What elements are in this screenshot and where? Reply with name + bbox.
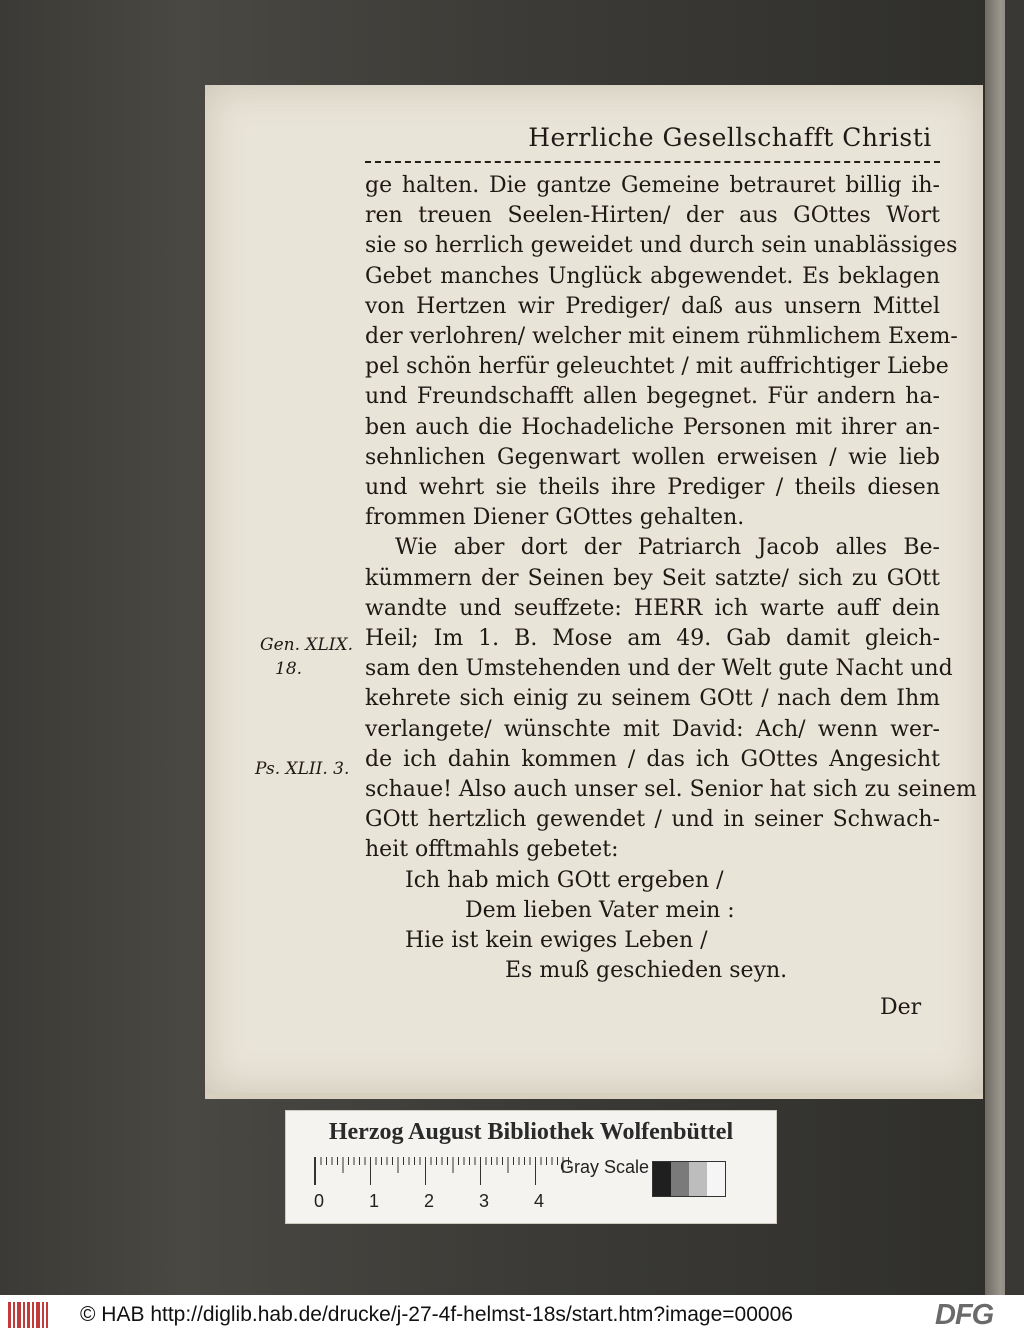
color-reference-card [285,1110,777,1224]
text-line: der verlohren/ welcher mit einem rühmlichem Exem- [365,324,958,350]
scanner-edge [1005,0,1024,1295]
book-page [205,85,983,1093]
text-line: verlangete/ wünschte mit David: Ach/ wenn wer- [365,716,940,742]
text-line: kümmern der Seinen bey Seit satzte/ sich zu GOtt [365,565,940,591]
text-line: ge halten. Die gantze Gemeine betrauret billig ih- [365,173,940,198]
swatch [689,1162,707,1196]
ruler-label: 1 [369,1191,380,1211]
swatch [707,1162,725,1196]
dfg-logo: DFG [935,1299,994,1331]
verse-line: Hie ist kein ewiges Leben / [405,928,708,954]
marginal-reference: Ps. XLII. 3. [255,759,350,779]
page-bottom-edge [205,1093,983,1099]
running-head: Herrliche Gesellschafft Christi [528,123,932,152]
text-line: sie so herrlich geweidet und durch sein unablässiges [365,233,958,259]
gray-scale-label: Gray Scale [560,1157,650,1177]
text-line: Wie aber dort der Patriarch Jacob alles Be- [395,535,940,561]
ruler-ticks [315,1157,577,1185]
text-line: Heil; Im 1. B. Mose am 49. Gab damit gleich- [365,626,940,652]
measurement-ruler [314,1157,577,1185]
text-line: GOtt hertzlich gewendet / und in seiner Schwach- [365,807,940,833]
library-name: Herzog August Bibliothek Wolfenbüttel [328,1119,734,1145]
marginal-reference: 18. [275,659,303,679]
text-line: schaue! Also auch unser sel. Senior hat sich zu seinem [365,777,977,803]
marginal-reference: Gen. XLIX. [260,635,354,655]
text-line: von Hertzen wir Prediger/ daß aus unsern Mittel [365,293,940,319]
verse-line: Ich hab mich GOtt ergeben / [405,867,724,893]
text-line: kehrete sich einig zu seinem GOtt / nach dem Ihm [365,686,940,712]
text-line: und Freundschafft allen begegnet. Für andern ha- [365,384,940,410]
text-line: sehnlichen Gegenwart wollen erweisen / wie lieb [365,444,940,470]
catchword: Der [880,995,922,1020]
ruler-label: 3 [479,1191,490,1211]
text-line: frommen Diener GOttes gehalten. [365,505,745,531]
ruler-label: 4 [534,1191,545,1211]
text-line: sam den Umstehenden und der Welt gute Nacht und [365,656,953,682]
footer-bar [0,1295,1024,1335]
text-line: heit offtmahls gebetet: [365,837,619,863]
gray-scale-swatches [652,1161,726,1197]
text-line: de ich dahin kommen / das ich GOttes Angesicht [365,746,940,772]
copyright-url[interactable]: © HAB http://diglib.hab.de/drucke/j-27-4f-helmst-18s/start.htm?image=00006 [80,1303,793,1326]
swatch [653,1162,671,1196]
text-line: wandte und seuffzete: HERR ich warte auff dein [365,595,940,621]
swatch [671,1162,689,1196]
ruler-label: 2 [424,1191,435,1211]
barcode-icon [8,1302,48,1328]
verse-line: Es muß geschieden seyn. [505,958,788,984]
ruler-label: 0 [314,1191,325,1211]
text-line: Gebet manches Unglück abgewendet. Es beklagen [365,263,940,289]
body-text [365,171,977,986]
text-line: ben auch die Hochadeliche Personen mit ihrer an- [365,414,940,440]
text-line: ren treuen Seelen-Hirten/ der aus GOttes Wort [365,203,940,229]
verse-line: Dem lieben Vater mein : [465,897,735,923]
text-line: und wehrt sie theils ihre Prediger / theils diesen [365,475,940,501]
text-line: pel schön herfür geleuchtet / mit auffrichtiger Liebe [365,354,949,380]
head-rule [365,161,940,163]
